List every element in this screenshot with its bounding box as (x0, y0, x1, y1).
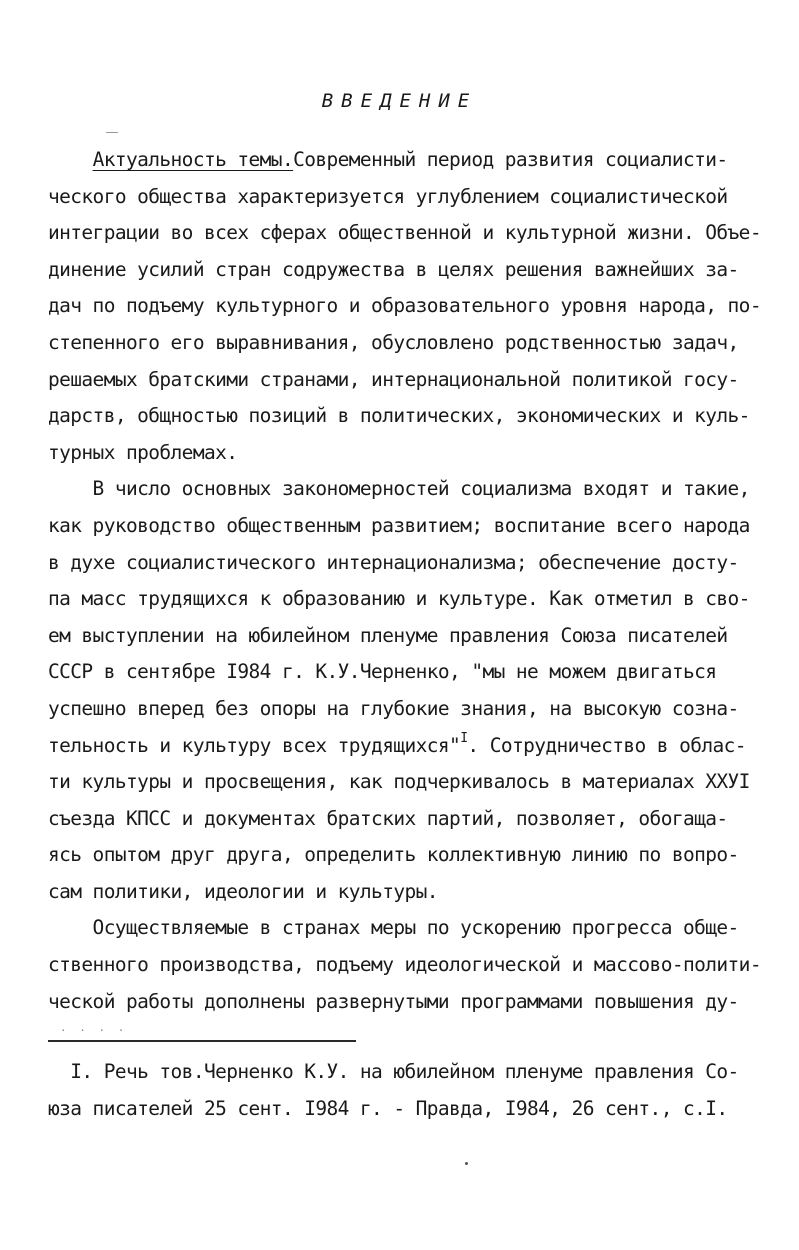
text-line: сам политики, идеологии и культуры. (48, 879, 438, 903)
footnote (48, 1054, 768, 1127)
text-line: Осуществляемые в странах меры по ускорению прогресса обще- (48, 916, 739, 940)
text-line: дарств, общностью позиций в политических, экономических и куль- (48, 404, 750, 428)
text-line (48, 728, 768, 765)
text-line: турных проблемах. (48, 440, 238, 464)
text-line: СССР в сентябре I984 г. К.У.Черненко, "мы не можем двигаться (48, 660, 717, 684)
scan-speck (465, 1162, 468, 1165)
text-line: В число основных закономерностей социализма входят и такие, (48, 477, 750, 501)
scan-marks: · · · · (60, 1024, 128, 1037)
text-line: как руководство общественным развитием; воспитание всего народа (48, 513, 750, 537)
paragraph-measures (48, 910, 768, 1020)
text-line: дач по подъему культурного и образовательного уровня народа, по- (48, 294, 761, 318)
text-line: па масс трудящихся к образованию и культуре. Как отметил в сво- (48, 587, 750, 611)
text-line: ясь опытом друг друга, определить коллективную линию по вопро- (48, 843, 739, 867)
text-line: интеграции во всех сферах общественной и культурной жизни. Объе- (48, 221, 761, 245)
paragraph-relevance (48, 142, 768, 471)
scan-speck (106, 132, 118, 133)
text-line: в духе социалистического интернационализма; обеспечение досту- (48, 550, 739, 574)
text-line: степенного его выравнивания, обусловлено родственностью задач, (48, 330, 739, 354)
text-line: ственного производства, подъему идеологической и массово-полити- (48, 953, 761, 977)
footnote-line: I. Речь тов.Черненко К.У. на юбилейном пленуме правления Со- (48, 1060, 739, 1083)
text-line: успешно вперед без опоры на глубокие знания, на высокую созна- (48, 696, 739, 720)
section-lead: Актуальность темы. (92, 148, 294, 171)
text-line: ем выступлении на юбилейном пленуме правления Союза писателей (48, 623, 728, 647)
page-title: ВВЕДЕНИЕ (321, 90, 478, 112)
quote-end: тельность и культуру всех трудящихся" (48, 733, 461, 757)
footnote-line: юза писателей 25 сент. I984 г. - Правда, I984, 26 сент., с.I. (48, 1096, 728, 1120)
text-line: ческого общества характеризуется углублением социалистической (48, 184, 728, 208)
text-line: ти культуры и просвещения, как подчеркивалось в материалах ХХУI (48, 770, 750, 794)
text-line: ческой работы дополнены развернутыми программами повышения ду- (48, 989, 739, 1013)
body-text (48, 142, 768, 1020)
line-text: Современный период развития социалисти- (293, 148, 728, 171)
text-line: съезда КПСС и документах братских партий, позволяет, обогаща- (48, 806, 728, 830)
text-line: динение усилий стран содружества в целях решения важнейших за- (48, 257, 739, 281)
paragraph-socialism (48, 471, 768, 910)
text-line (48, 142, 768, 179)
text-line: решаемых братскими странами, интернациональной политикой госу- (48, 367, 739, 391)
footnote-reference: I (460, 730, 468, 746)
footnote-divider (48, 1040, 356, 1042)
line-text: . Сотрудничество в облас- (467, 733, 746, 757)
